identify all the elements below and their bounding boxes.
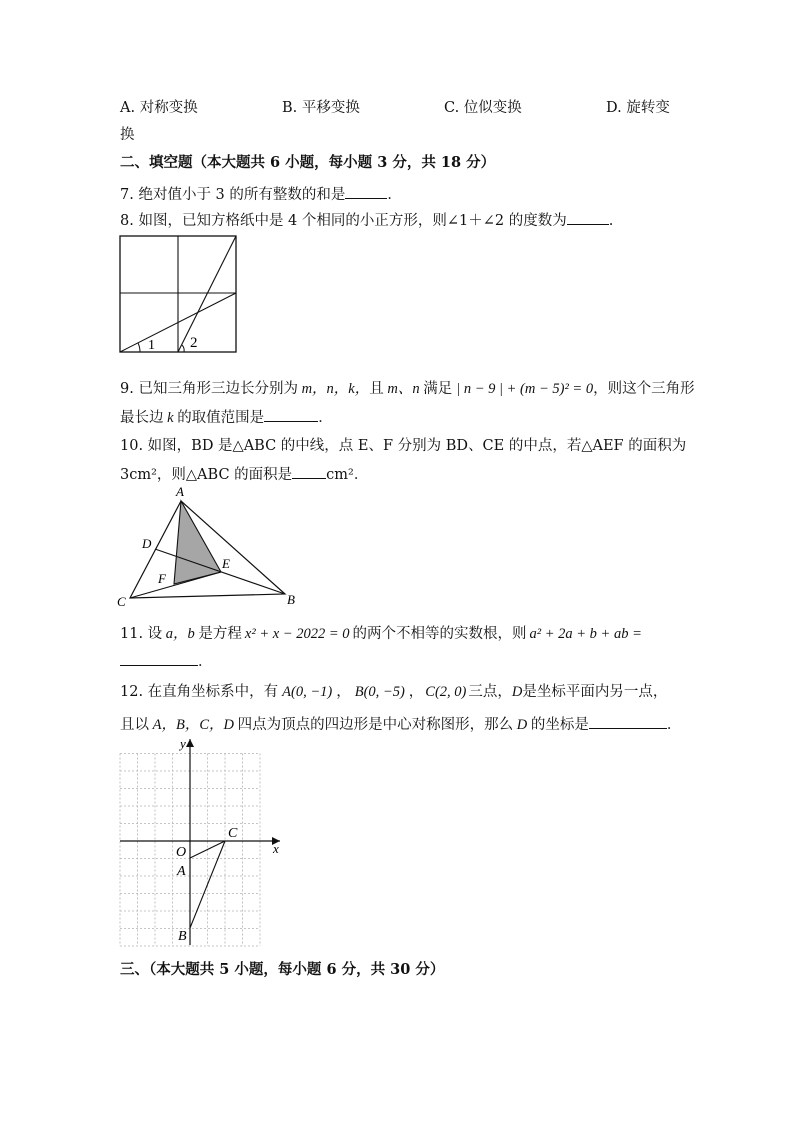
q12-text-f: 的坐标是 [530,717,589,733]
q9-formula: | n − 9 | + (m − 5)² = 0 [456,381,594,397]
q9-text-b: 且 [369,381,384,397]
q12-text-b: 三点， [468,684,512,700]
point-e-label: E [222,556,230,571]
q9-var-k: k [163,410,178,426]
q12-text-e: 四点为顶点的四边形是中心对称图形，那么 [237,717,514,733]
q11-vars: a，b [162,626,199,642]
question-7-end: ． [387,187,402,203]
answer-blank [292,464,326,479]
q11-text-a: 11. 设 [120,626,163,642]
q9-vars: m，n，k， [297,381,370,397]
answer-blank [589,714,667,729]
section-2-title: 二、填空题（本大题共 6 小题，每小题 3 分，共 18 分） [120,154,496,171]
vertex-a-label: A [176,484,184,499]
question-12-line-1: 12. 在直角坐标系中，有 A(0, −1) ， B(0, −5) ， C(2, 0) 三点，D是坐标平面内另一点， [120,684,668,700]
q12-text-a: 12. 在直角坐标系中，有 [120,684,279,700]
question-7 [120,183,402,204]
y-axis-label: y [180,736,186,751]
origin-label: O [176,845,187,860]
question-12-line-2 [120,713,681,734]
q12-text-c: 是坐标平面内另一点， [522,684,668,700]
q12-var-d: D [511,684,523,700]
question-9-line-2 [120,406,333,427]
question-7-text: 7. 绝对值小于 3 的所有整数的和是 [120,187,346,203]
q12-point-a: A(0, −1) [282,684,333,700]
answer-blank [345,184,387,199]
q12-end: ． [666,717,682,733]
option-c: C. 位似变换 [444,100,522,116]
q12-var-d-2: D [513,717,531,733]
point-f-label: F [158,571,166,586]
question-8-end: . [608,213,614,229]
question-11-line-2 [120,650,213,671]
coordinate-grid-figure [115,735,285,950]
section-3-title: 三、（本大题共 5 小题，每小题 6 分，共 30 分） [120,961,445,978]
q9-text-d: ，则这个三角形 [593,381,695,397]
q10-text-a: 3cm²，则△ABC 的面积是 [120,467,293,483]
q12-vars: A，B，C，D [149,717,238,733]
angle-1-label: 1 [148,338,155,353]
q11-text-c: 的两个不相等的实数根，则 [352,626,527,642]
q12-point-c: C(2, 0) [425,684,467,700]
question-9-line-1 [120,377,695,398]
q9-text-c: 满足 [423,381,453,397]
q9-text-a: 9. 已知三角形三边长分别为 [120,381,298,397]
option-a: A. 对称变换 [120,100,198,116]
option-d-continued: 换 [120,127,135,143]
question-10-line-1: 10. 如图，BD 是△ABC 的中线，点 E、F 分别为 BD、CE 的中点，若△AEF 的面积为 [120,438,687,454]
q9-vars-2: m、n [383,381,424,397]
angle-2-label: 2 [190,335,198,351]
point-d-label: D [142,536,152,551]
option-b: B. 平移变换 [282,100,360,116]
answer-blank [120,651,198,666]
question-10-line-2 [120,463,368,484]
point-a-label: A [177,864,186,879]
option-d: D. 旋转变 [606,100,670,116]
triangle-abc-figure [112,484,302,610]
q12-point-b: B(0, −5) [354,684,405,700]
q10-text-b: cm²． [326,467,369,483]
q9-text-e: 最长边 [120,410,164,426]
vertex-b-label: B [287,592,295,607]
point-b-label: B [178,929,187,944]
answer-blank [264,407,318,422]
question-8 [120,209,613,230]
x-axis-label: x [273,841,279,856]
q11-text-b: 是方程 [198,626,242,642]
question-11-line-1 [120,622,642,643]
q11-expression: a² + 2a + b + ab = [529,626,642,642]
point-c-label: C [228,826,238,841]
grid-angles-figure [118,234,240,356]
q12-text-d: 且以 [120,717,149,733]
question-8-text: 8. 如图，已知方格纸中是 4 个相同的小正方形，则∠1＋∠2 的度数为 [120,213,567,229]
answer-blank [567,210,609,225]
y-axis-arrow [186,739,194,747]
q9-text-f: 的取值范围是 [177,410,265,426]
q9-end: ． [318,410,333,426]
q11-end: ． [198,654,213,670]
vertex-c-label: C [117,594,126,609]
q11-equation: x² + x − 2022 = 0 [244,626,350,642]
